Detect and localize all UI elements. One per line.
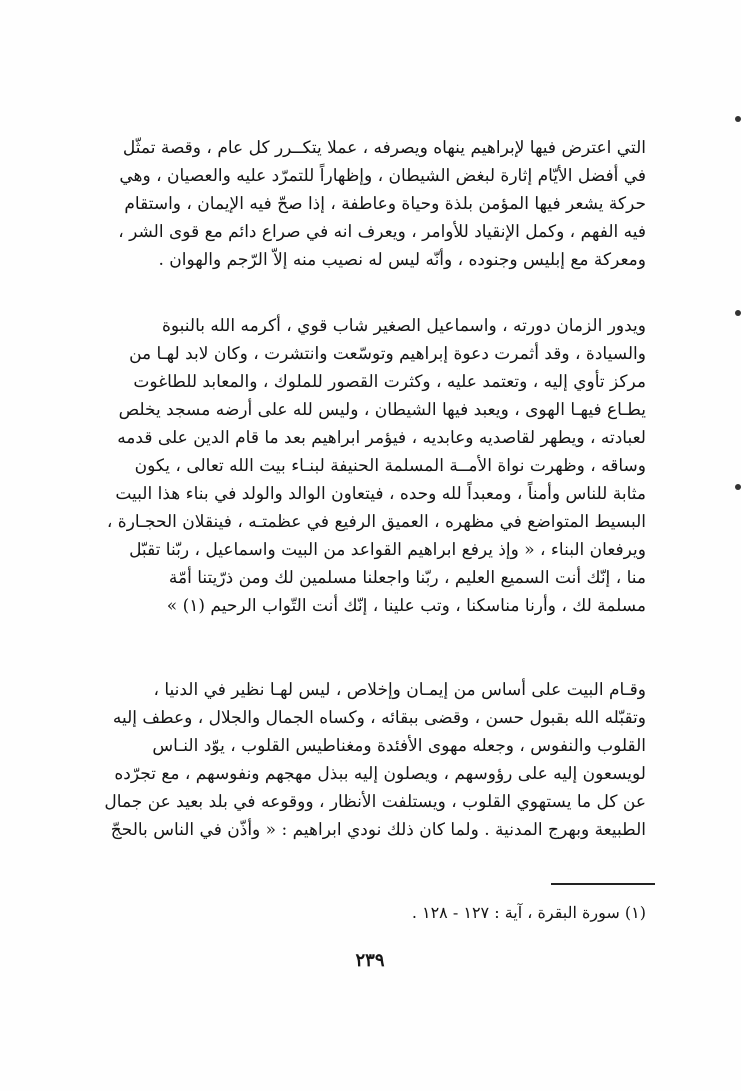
text-line: والسيادة ، وقد أثمرت دعوة إبراهيم وتوسّعت وانتشرت ، وكان لابد لهـا من xyxy=(129,344,646,364)
text-line: ويرفعان البناء ، « وإذ يرفع ابراهيم القواعد من البيت واسماعيل ، ربّنا تقبّل xyxy=(129,540,646,560)
text-line: حركة يشعر فيها المؤمن بلذة وحياة وعاطفة ، إذا صحّ فيه الإيمان ، واستقام xyxy=(124,194,646,214)
scan-speck xyxy=(735,116,741,122)
text-line: لويسعون إليه على رؤوسهم ، ويصلون إليه ببذل مهجهم ونفوسهم ، مع تجرّده xyxy=(114,764,646,784)
page-number: ٢٣٩ xyxy=(355,950,385,971)
text-line: البسيط المتواضع في مظهره ، العميق الرفيع في عظمتـه ، فينقلان الحجـارة ، xyxy=(106,512,646,532)
text-line: مثابة للناس وأمناً ، ومعبداً لله وحده ، فيتعاون الوالد والولد في بناء هذا البيت xyxy=(115,484,646,504)
paragraph-3 xyxy=(96,676,646,844)
text-line: منا ، إنّك أنت السميع العليم ، ربّنا واجعلنا مسلمين لك ومن ذرّيتنا أمّة xyxy=(168,568,646,588)
text-line: مسلمة لك ، وأرنا مناسكنا ، وتب علينا ، إنّك أنت التّواب الرحيم (١) » xyxy=(166,596,646,616)
text-line: لعبادته ، ويطهر لقاصديه وعابديه ، فيؤمر ابراهيم بعد ما قام الدين على قدمه xyxy=(117,428,646,448)
text-line: يطـاع فيهـا الهوى ، ويعبد فيها الشيطان ، وليس لله على أرضه مسجد يخلص xyxy=(118,400,646,420)
text-line: في أفضل الأيّام إثارة لبغض الشيطان ، وإظهاراً للتمرّد عليه والعصيان ، وهي xyxy=(119,166,646,186)
text-line: ومعركة مع إبليس وجنوده ، وأنّه ليس له نصيب منه إلاّ الرّجم والهوان . xyxy=(158,250,646,270)
text-line: التي اعترض فيها لإبراهيم ينهاه ويصرفه ، عملا يتكــرر كل عام ، وقصة تمثّل xyxy=(122,138,646,158)
text-line: وساقه ، وظهرت نواة الأمــة المسلمة الحنيفة لبنـاء بيت الله تعالى ، يكون xyxy=(134,456,646,476)
scan-speck xyxy=(735,310,741,316)
text-line: وقـام البيت على أساس من إيمـان وإخلاص ، ليس لهـا نظير في الدنيا ، xyxy=(153,680,646,700)
paragraph-2 xyxy=(96,312,646,620)
footnote-divider xyxy=(551,883,655,885)
text-line: فيه الفهم ، وكمل الإنقياد للأوامر ، ويعرف انه في صراع دائم مع قوى الشر ، xyxy=(118,222,646,242)
text-line: الطبيعة وبهرج المدنية . ولما كان ذلك نودي ابراهيم : « وأذّن في الناس بالحجّ xyxy=(110,820,646,840)
text-line: ويدور الزمان دورته ، واسماعيل الصغير شاب قوي ، أكرمه الله بالنبوة xyxy=(161,316,646,336)
text-line: وتقبّله الله بقبول حسن ، وقضى ببقائه ، وكساه الجمال والجلال ، وعطف إليه xyxy=(112,708,646,728)
paragraph-1 xyxy=(96,134,646,274)
text-line: عن كل ما يستهوي القلوب ، ويستلفت الأنظار ، ووقوعه في بلد بعيد عن جمال xyxy=(104,792,646,812)
text-line: مركز تأوي إليه ، وتعتمد عليه ، وكثرت القصور للملوك ، والمعابد للطاغوت xyxy=(133,372,646,392)
text-line: القلوب والنفوس ، وجعله مهوى الأفئدة ومغناطيس القلوب ، يوّد النـاس xyxy=(152,736,646,756)
footnote: (١) سورة البقرة ، آية : ١٢٧ - ١٢٨ . xyxy=(411,903,646,922)
scan-speck xyxy=(735,484,741,490)
